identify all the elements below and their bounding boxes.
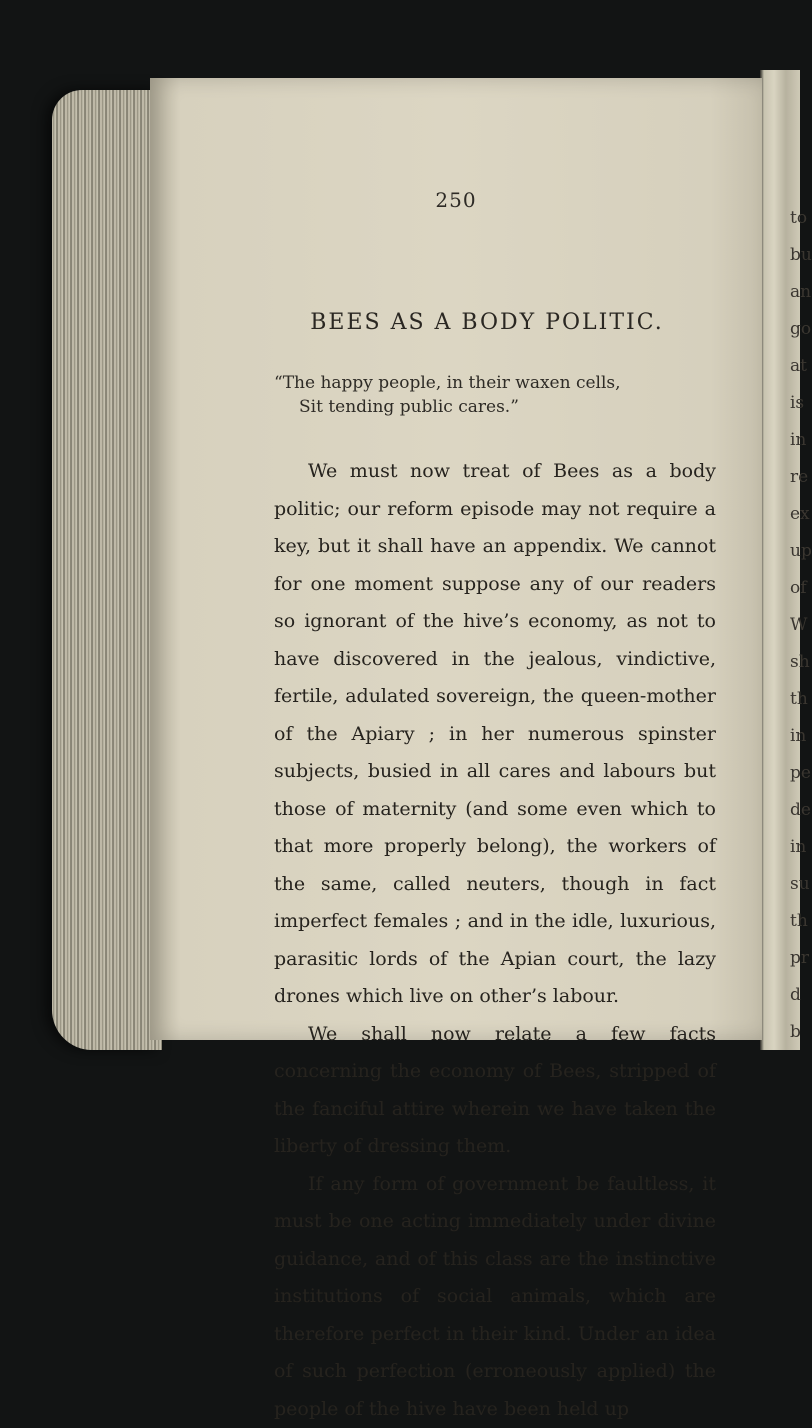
- paragraph-1: We must now treat of Bees as a body politic; our reform episode may not require a key, but it shall have an appendix. We cannot for one moment suppose any of our readers so ignorant of the hive’s economy, as not to have discovered in the jealous, vindictive, fertile, adulated sovereign, the queen-mother of the Apiary ; in her numerous spinster subjects, busied in all cares and labours but those of maternity (and some even which to that more properly belong), the workers of the same, called neuters, though in fact imperfect females ; and in the idle, luxurious, parasitic lords of the Apian court, the lazy drones which live on other’s labour.: [274, 453, 716, 1016]
- paragraph-2: We shall now relate a few facts concerning the economy of Bees, stripped of the fanciful attire wherein we have taken the liberty of dressing them.: [274, 1016, 716, 1166]
- epigraph: [274, 371, 621, 419]
- facing-page-text-fragments: to bu an go at is in re ex up of W sh th in pe de in su th pr d b: [790, 200, 802, 1051]
- body-text: [274, 453, 716, 1428]
- paragraph-3: If any form of government be faultless, it must be one acting immediately under divine guidance, and of this class are the instinctive institutions of social animals, which are therefore perfect in their kind. Under an idea of such perfection (erroneously applied) the people of the hive have been held up: [274, 1166, 716, 1428]
- book-page-edges-left: [52, 90, 162, 1050]
- epigraph-line-1: “The happy people, in their waxen cells,: [274, 371, 621, 395]
- page-number: 250: [435, 188, 476, 212]
- book-page: [150, 78, 762, 1040]
- epigraph-line-2: Sit tending public cares.”: [274, 395, 621, 419]
- chapter-title: BEES AS A BODY POLITIC.: [310, 310, 664, 335]
